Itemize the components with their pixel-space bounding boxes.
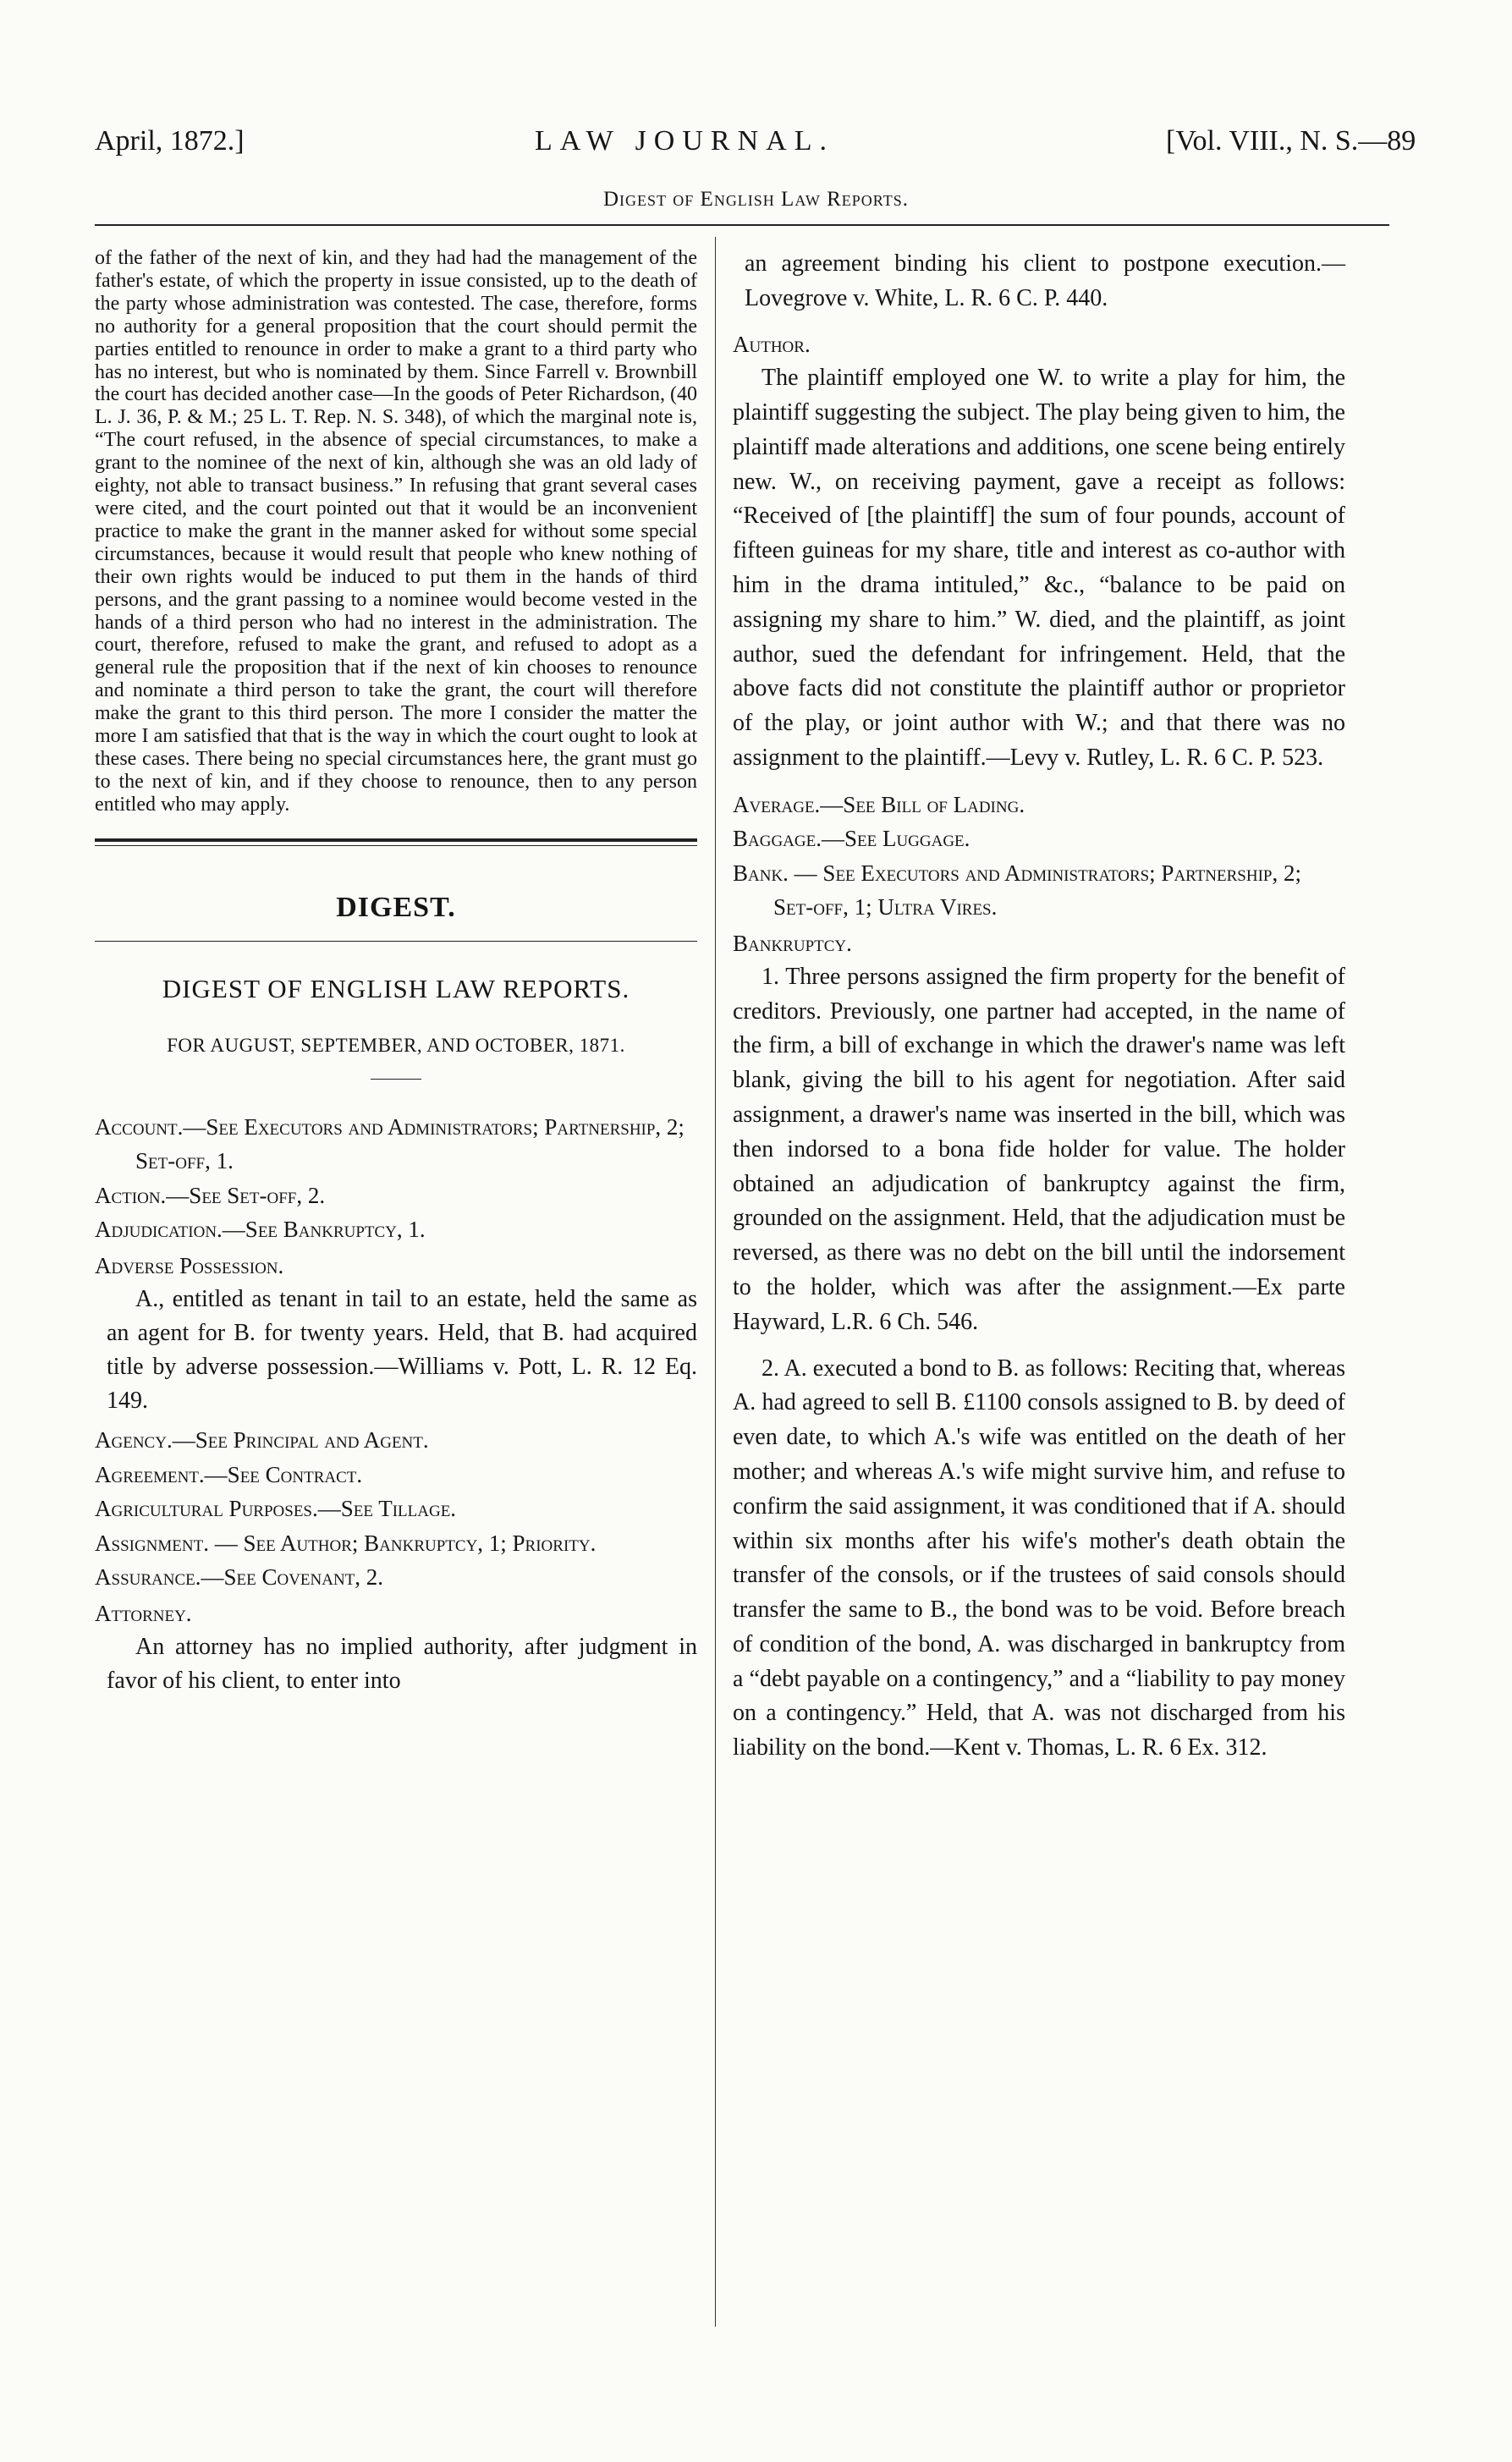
attorney-text: An attorney has no implied authority, after judgment in favor of his client, to enter into [107, 1633, 697, 1695]
short-rule [371, 1079, 421, 1080]
entry-account: Account.—See Executors and Administrators; Partnership, 2; Set-off, 1. [95, 1113, 685, 1174]
entry-agency: Agency.—See Principal and Agent. [95, 1427, 429, 1454]
digest-subtitle: DIGEST OF ENGLISH LAW REPORTS. [162, 973, 630, 1003]
entry-baggage: Baggage.—See Luggage. [733, 826, 970, 852]
heading-author: Author. [733, 332, 811, 358]
digest-period: FOR AUGUST, SEPTEMBER, AND OCTOBER, 1871. [167, 1034, 625, 1056]
entry-bank: Bank. — See Executors and Administrators; Partnership, 2; Set-off, 1; Ultra Vires. [733, 860, 1301, 921]
digest-title-rule [95, 941, 697, 942]
header-rule [95, 224, 1389, 226]
heading-bankruptcy: Bankruptcy. [733, 930, 852, 956]
running-head-date: April, 1872.] [95, 125, 245, 157]
entry-action: Action.—See Set-off, 2. [95, 1182, 326, 1208]
section-divider-rule [95, 838, 697, 846]
author-text: The plaintiff employed one W. to write a play for him, the plaintiff suggesting the subject. The play being given to him, the plaintiff made alterations and additions, one scene being entirely new. W., on receiving payment, gave a receipt as follows: “Received of [the plaintiff] the sum of four pounds, account of fifteen guineas for my share, title and interest as co-author with him in the drama intituled,” &c., “balance to be paid on assigning my share to him.” W. died, and the plaintiff, as joint author, sued the defendant for infringement. Held, that the above facts did not constitute the plaintiff author or proprietor of the play, or joint author with W.; and that there was no assignment to the plaintiff.—Levy v. Rutley, L. R. 6 C. P. 523. [733, 365, 1345, 771]
attorney-text-continued: an agreement binding his client to postpone execution.—Lovegrove v. White, L. R. 6 C. P. 440. [745, 250, 1345, 311]
opening-paragraph: of the father of the next of kin, and they had had the management of the father's estate, of which the property in issue consisted, up to the death of the party whose administration was contested. The case, therefore, forms no authority for a general proposition that the court should permit the parties entitled to renounce in order to make a grant to a third party who has no interest, but who is nominated by them. Since Farrell v. Brownbill the court has decided another case—In the goods of Peter Richardson, (40 L. J. 36, P. & M.; 25 L. T. Rep. N. S. 348), of which the marginal note is, “The court refused, in the absence of special circumstances, to make a grant to the nominee of the next of kin, although she was an old lady of eighty, not able to transact business.” In refusing that grant several cases were cited, and the court pointed out that it would be an inconvenient practice to make the grant in the manner asked for without some special circumstances, because it would result that people who knew nothing of their own rights would be induced to put them in the hands of third persons, and the grant passing to a nominee would become vested in the hands of a third person who had no interest in the administration. The court, therefore, refused to make the grant, and refused to adopt as a general rule the proposition that if the next of kin chooses to renounce and nominate a third person to take the grant, the court will therefore make the grant to this third person. The more I consider the matter the more I am satisfied that that is the way in which the court ought to look at these cases. There being no special circumstances here, the grant must go to the next of kin, and if they choose to renounce, then to any person entitled who may apply. [95, 247, 697, 816]
entry-assurance: Assurance.—See Covenant, 2. [95, 1564, 384, 1591]
entry-average: Average.—See Bill of Lading. [733, 791, 1025, 817]
adverse-possession-text: A., entitled as tenant in tail to an estate, held the same as an agent for B. for twenty years. Held, that B. had acquired title by adverse possession.—Williams v. Pott, L. R. 12 Eq. 149. [107, 1285, 697, 1415]
entry-agreement: Agreement.—See Contract. [95, 1461, 363, 1487]
digest-title: DIGEST. [336, 891, 456, 923]
heading-attorney: Attorney. [95, 1600, 192, 1626]
bankruptcy-paragraph-1: 1. Three persons assigned the firm property for the benefit of creditors. Previously, one partner had accepted, in the name of the firm, a bill of exchange in which the drawer's name was left blank, giving the bill to his agent for negotiation. After said assignment, a drawer's name was inserted in the bill, which was then indorsed to a bona fide holder for value. The holder obtained an adjudication of bankruptcy against the firm, grounded on the assignment. Held, that the adjudication must be reversed, as there was no debt on the bill until the indorsement to the holder, which was after the assignment.—Ex parte Hayward, L.R. 6 Ch. 546. [733, 963, 1345, 1335]
entry-adjudication: Adjudication.—See Bankruptcy, 1. [95, 1217, 426, 1243]
running-head-volume: [Vol. VIII., N. S.—89 [1166, 125, 1416, 157]
bankruptcy-paragraph-2: 2. A. executed a bond to B. as follows: Reciting that, whereas A. had agreed to sell B. £1100 consols assigned to B. by deed of even date, to which A.'s wife was entitled on the death of her mother; and whereas A.'s wife might survive him, and refuse to confirm the said assignment, it was conditioned that if A. should within six months after his wife's mother's death obtain the transfer of the consols, or if the trustees of said consols should transfer the same to B., the bond was to be void. Before breach of condition of the bond, A. was discharged in bankruptcy from a “debt payable on a contingency,” and a “liability to pay money on a contingency.” Held, that A. was not discharged from his liability on the bond.—Kent v. Thomas, L. R. 6 Ex. 312. [733, 1355, 1345, 1761]
left-column [95, 247, 697, 1703]
section-subheading: Digest of English Law Reports. [602, 188, 909, 211]
right-column [733, 247, 1345, 1778]
heading-adverse-possession: Adverse Possession. [95, 1252, 284, 1278]
entry-assignment: Assignment. — See Author; Bankruptcy, 1; Priority. [95, 1530, 597, 1556]
entry-agricultural-purposes: Agricultural Purposes.—See Tillage. [95, 1496, 457, 1522]
running-head-title: LAW JOURNAL. [535, 125, 834, 157]
digest-entries-left [95, 1110, 697, 1699]
column-divider [715, 237, 716, 2327]
